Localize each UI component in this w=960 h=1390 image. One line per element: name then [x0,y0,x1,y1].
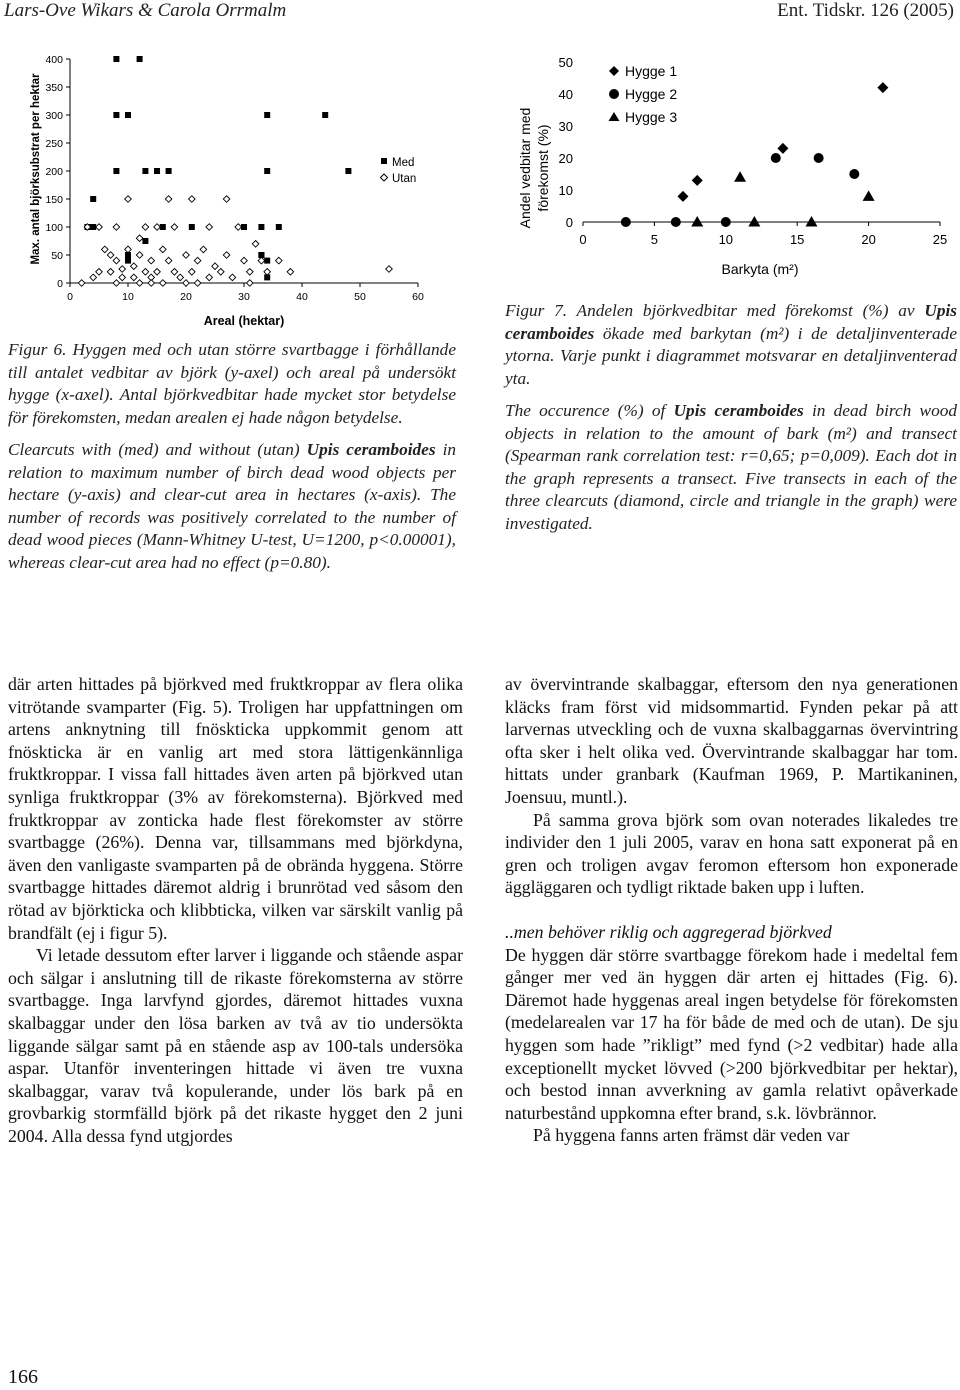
fig6-point-utan [136,252,143,259]
fig6-point-utan [189,196,196,203]
fig6-point-utan [276,257,283,264]
fig7-y-tick-label: 10 [558,183,573,198]
fig7-point-hygge-2 [721,217,731,227]
figure-6-chart [20,45,460,335]
fig6-point-med [264,168,270,174]
running-header-journal: Ent. Tidskr. 126 (2005) [777,0,954,21]
fig7-y-tick-label: 20 [558,151,573,166]
fig6-point-utan [113,280,120,287]
fig7-point-hygge-2 [849,169,859,179]
fig6-point-utan [183,252,190,259]
fig7-x-axis-label: Barkyta (m²) [721,261,799,277]
fig6-y-tick-label: 350 [45,82,63,94]
fig6-point-utan [96,224,103,231]
fig7-point-hygge-3 [748,216,760,227]
fig6-point-med [189,224,195,230]
fig6-y-tick-label: 0 [57,278,63,290]
fig6-point-utan [90,274,97,281]
fig6-x-tick-label: 60 [412,291,424,303]
fig7-x-tick-label: 0 [579,232,587,247]
fig6-point-utan [154,224,161,231]
fig6-point-utan [131,274,138,281]
fig6-point-utan [148,280,155,287]
fig7-point-hygge-3 [863,190,875,201]
fig6-x-tick-label: 50 [354,291,366,303]
fig7-y-tick-label: 40 [558,87,573,102]
fig7-x-tick-label: 10 [718,232,734,247]
fig6-point-med [137,56,143,62]
fig6-legend-med-marker [381,158,387,164]
fig6-x-tick-label: 20 [180,291,192,303]
fig6-point-utan [206,224,213,231]
fig6-point-utan [177,274,184,281]
body-right-paragraph-2: På samma grova björk som ovan noterades likaledes tre individer den 1 juli 2005, varav en hona satt exponerat på en gren och troligen avgav feromon eftersom hon exponerade äggläggaren och tydligt riktade baken upp i luften. [505,809,958,898]
fig7-legend-hygge1-marker [609,66,619,76]
fig7-point-hygge-1 [777,143,788,154]
fig6-point-utan [131,263,138,270]
fig6-point-utan [119,274,126,281]
fig6-point-utan [206,274,213,281]
fig6-point-utan [229,274,236,281]
fig6-point-utan [194,280,201,287]
fig7-point-hygge-3 [734,171,746,182]
fig6-point-utan [154,269,161,276]
fig6-y-axis-label: Max. antal björksubstrat per hektar [30,73,42,265]
fig6-point-utan [171,269,178,276]
fig6-point-utan [142,224,149,231]
figure-7-caption-english: The occurence (%) of Upis ceramboides in dead birch wood objects in relation to the amount of bark (m²) and transect (Spearman rank correlation test: r=0,65; p=0,009). Each dot in the graph represents a transect. Five transects in each of the three clearcuts (diamond, circle and triangle in the graph) were investigated. [505,401,957,533]
page-number: 166 [8,1366,38,1388]
body-left-paragraph-2: Vi letade dessutom efter larver i liggande och stående aspar och sälgar i anslutning till de rikaste förekomsterna av större svartbagge. Inga larvfynd gjordes, däremot hittades vuxna skalbaggar under den lösa barken av två av tio undersökta liggande sälgar samt på en stående asp av 100-tals undersöka aspar. Utanför inventeringen hittade vi även tre vuxna skalbaggar, varav två kopulerande, under lös bark på en grovbarkig stormfälld björk på det rikaste hygget den 2 juni 2004. Alla dessa fynd utgjordes [8,945,463,1146]
fig7-y-tick-label: 0 [565,215,573,230]
fig6-point-utan [160,246,167,253]
fig6-point-utan [194,257,201,264]
fig7-legend [609,63,678,125]
fig7-point-hygge-3 [691,216,703,227]
fig6-point-utan [136,235,143,242]
fig6-x-tick-label: 0 [67,291,73,303]
fig6-point-utan [241,257,248,264]
fig6-point-utan [107,269,114,276]
fig7-legend-hygge1-label: Hygge 1 [625,63,678,79]
body-right-paragraph-3: De hyggen där större svartbagge förekom hade i medeltal fem gånger mer ved än hyggen där arten ej hittades (Fig. 6). Däremot hade hyggenas areal ingen betydelse för förekomsten (medelarealen var 17 ha för både de med och de utan). De sju hyggen som hade ”rikligt” med fynd (>2 vedbitar) hade alla exceptionellt mycket lövved (>200 björkvedbitar per hektar), och bestod innan avverkning av gamla relativt opåverkade naturbestånd uppkomna efter brand, s.k. lövbrännor. [505,944,958,1123]
fig6-point-utan [258,257,265,264]
fig6-y-tick-label: 150 [45,194,63,206]
fig6-point-med [154,168,160,174]
fig7-point-hygge-2 [771,153,781,163]
fig6-x-axis-label: Areal (hektar) [203,314,285,328]
fig6-point-utan [142,269,149,276]
fig6-point-utan [165,196,172,203]
fig6-point-med [345,168,351,174]
fig7-point-hygge-2 [621,217,631,227]
body-right-paragraph-4: På hyggena fanns arten främst där veden var [533,1125,850,1146]
fig6-point-utan [113,224,120,231]
fig7-x-tick-label: 15 [789,232,805,247]
fig6-point-utan [102,246,109,253]
fig6-point-utan [113,257,120,264]
fig7-point-hygge-1 [692,175,703,186]
fig7-legend-hygge2-marker [609,89,619,99]
fig6-point-utan [218,269,225,276]
fig6-point-med [142,238,148,244]
figure-6-caption-swedish: Figur 6. Hyggen med och utan större svartbagge i förhållande till antalet vedbitar av björk (y-axel) och areal på undersökt hygge (x-axel). Antal björkvedbitar hade mycket stor betydelse för förekomsten, medan arealen ej hade någon betydelse. [8,340,456,427]
fig6-y-tick-label: 250 [45,138,63,150]
fig6-x-tick-label: 30 [238,291,250,303]
figure-7-caption-swedish: Figur 7. Andelen björkvedbitar med förekomst (%) av Upis ceramboides ökade med barkytan (m²) i de detaljinventerade ytorna. Varje punkt i diagrammet motsvarar en detaljinventerad yta. [505,301,957,388]
fig7-y-tick-label: 50 [558,55,573,70]
fig6-point-utan [247,280,254,287]
fig6-point-utan [223,252,230,259]
fig6-point-utan [136,280,143,287]
section-subheading: ..men behöver riklig och aggregerad björkved [505,921,832,942]
fig6-point-med [113,168,119,174]
fig7-point-hygge-3 [805,216,817,227]
fig7-y-axis-label-line2: förekomst (%) [535,124,551,212]
fig6-point-med [113,112,119,118]
fig6-legend-utan-label: Utan [392,173,417,185]
fig7-point-hygge-2 [814,153,824,163]
body-right-paragraph-1: av övervintrande skalbaggar, eftersom den nya generationen kläcks fram först vid midsommartid. Fynden pekar på att larvernas utveckling och de vuxna skalbaggarnas övervintring ofta sker i helt olika ved. Övervintrande skalbaggar har tom. hittats under granbark (Kaufman 1969, P. Martikaninen, Joensuu, muntl.). [505,674,958,807]
fig6-y-tick-label: 100 [45,222,63,234]
fig6-point-utan [107,252,114,259]
fig7-y-tick-label: 30 [558,119,573,134]
fig6-point-med [276,224,282,230]
fig6-y-tick-label: 50 [51,250,63,262]
fig6-y-tick-label: 400 [45,54,63,66]
fig6-legend-med-label: Med [392,157,415,169]
fig6-point-med [166,168,172,174]
fig6-point-utan [200,246,207,253]
fig7-legend-hygge3-marker [609,112,620,121]
body-right-column [505,673,958,1147]
figure-7-chart [510,50,955,290]
fig7-x-tick-label: 20 [861,232,876,247]
fig6-point-med [264,112,270,118]
fig6-x-tick-label: 10 [122,291,134,303]
fig6-legend [381,157,417,185]
figure-6-caption [8,339,456,584]
figure-7-caption [505,300,957,545]
fig6-point-med [125,258,131,264]
fig6-point-med [322,112,328,118]
fig7-y-axis-label-line1: Andel vedbitar med [517,107,533,229]
body-left-column [8,673,463,1147]
running-header-authors: Lars-Ove Wikars & Carola Orrmalm [4,0,287,21]
fig6-point-utan [264,269,271,276]
fig6-point-utan [247,269,254,276]
fig6-point-med [258,224,264,230]
fig6-point-utan [171,224,178,231]
fig7-legend-hygge2-label: Hygge 2 [625,86,678,102]
fig6-point-utan [78,280,85,287]
fig7-point-hygge-1 [877,82,888,93]
fig6-point-utan [223,196,230,203]
fig6-point-utan [189,269,196,276]
fig6-point-utan [148,257,155,264]
figure-6-caption-english: Clearcuts with (med) and without (utan) Upis ceramboides in relation to maximum number of birch dead wood objects per hectare (y-axis) and clear-cut area in hectares (x-axis). The number of records was positively correlated to the number of dead wood pieces (Mann-Whitney U-test, U=1200, p<0.00001), whereas clear-cut area had no effect (p=0.80). [8,440,457,572]
fig6-point-utan [287,269,294,276]
fig6-point-med [113,56,119,62]
fig7-legend-hygge3-label: Hygge 3 [625,109,678,125]
fig6-point-utan [125,246,132,253]
fig7-point-hygge-1 [677,191,688,202]
fig6-point-utan [160,280,167,287]
fig6-legend-utan-marker [381,174,388,181]
body-left-paragraph-1: där arten hittades på björkved med fruktkroppar av flera olika vitrötande svamparter (Fig. 5). Troligen har uppfattningen om artens anknytning till fnösktickа uppkommit genom att fnöskticka är en vanlig art med stora lättigenkännliga fruktkroppar. I vissa fall hittades även arten på björkved utan synliga fruktkroppar (3% av förekomsterna). Björkved med fruktkroppar av zonticka hade flest förekomster av större svartbagge (26%). Denna var, tillsammans med björkdyna, även den vanligaste svamparten på de obrända hyggena. Större svartbagge hittades däremot aldrig i brunrötad ved såsom den rötad av björkticka och klibbticka, vilken var särskilt vanlig på brandfält (ej i figur 5). [8,674,463,943]
fig7-point-hygge-2 [671,217,681,227]
fig6-point-med [125,112,131,118]
fig6-point-utan [165,257,172,264]
fig6-point-utan [235,224,242,231]
fig6-point-utan [119,266,126,273]
fig6-point-med [142,168,148,174]
fig7-x-tick-label: 5 [650,232,659,247]
fig6-point-utan [252,241,259,248]
fig6-point-med [90,196,96,202]
fig6-y-tick-label: 200 [45,166,63,178]
fig6-point-utan [386,266,393,273]
fig6-x-tick-label: 40 [296,291,308,303]
fig6-y-tick-label: 300 [45,110,63,122]
fig6-point-utan [212,263,219,270]
fig6-point-utan [96,269,103,276]
fig6-point-utan [125,196,132,203]
fig7-x-tick-label: 25 [932,232,948,247]
fig6-point-utan [183,280,190,287]
